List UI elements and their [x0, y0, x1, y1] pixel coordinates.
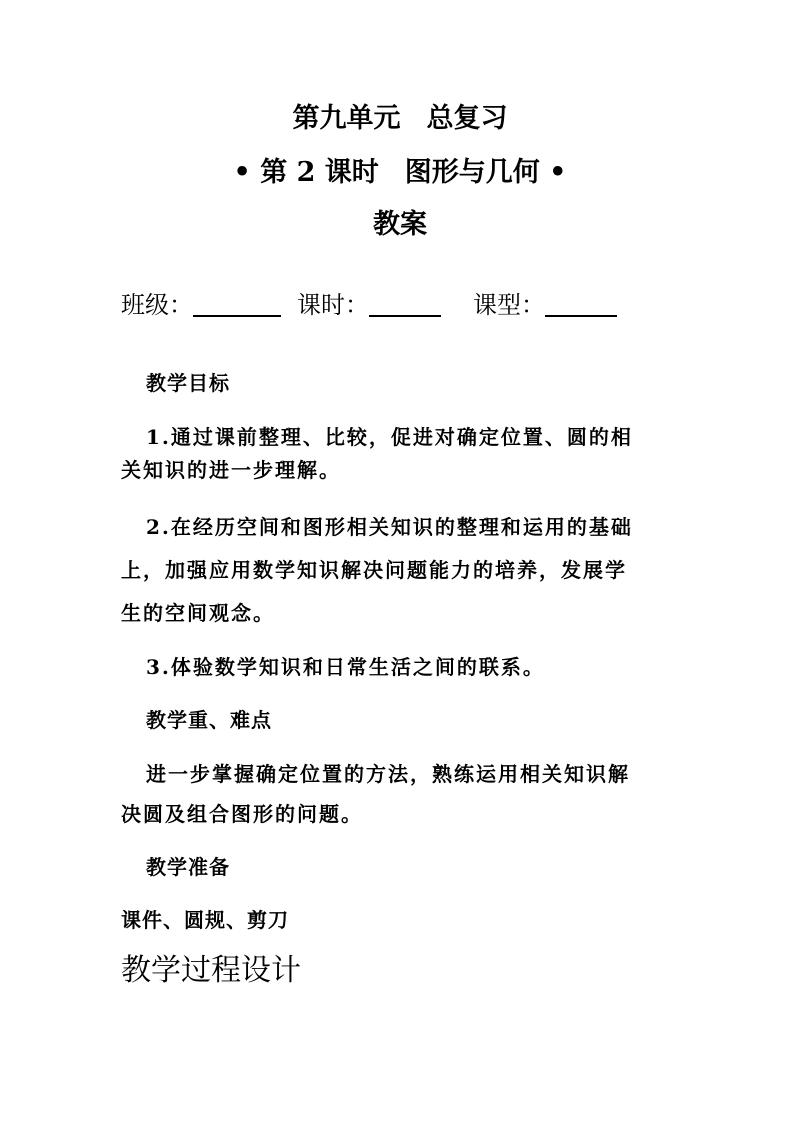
class-blank: [193, 295, 281, 317]
process-heading: 教学过程设计: [121, 953, 301, 988]
period-blank: [369, 295, 441, 317]
objective-2-line-2: 上，加强应用数学知识解决问题能力的培养，发展学: [121, 558, 627, 582]
type-label: 课型：: [473, 291, 545, 319]
objective-3-line-1: 3.体验数学知识和日常生活之间的联系。: [146, 655, 545, 679]
title-unit: [0, 105, 800, 132]
objective-1-line-2: 关知识的进一步理解。: [121, 458, 341, 482]
info-row: [121, 293, 633, 317]
objective-2-line-3: 生的空间观念。: [121, 601, 275, 625]
type-blank: [545, 295, 617, 317]
keypoints-line-2: 决圆及组合图形的问题。: [121, 802, 363, 826]
objective-2-line-1: 2.在经历空间和图形相关知识的整理和运用的基础: [146, 515, 633, 539]
keypoints-line-1: 进一步掌握确定位置的方法，熟练运用相关知识解: [146, 762, 630, 786]
title-unit-name: 第九单元: [292, 103, 401, 134]
objective-1-line-1: 1.通过课前整理、比较，促进对确定位置、圆的相: [146, 425, 633, 449]
keypoints-heading: 教学重、难点: [146, 708, 272, 732]
title-lesson-plan: 教案: [373, 209, 427, 240]
title-review: 总复习: [426, 103, 508, 134]
objectives-heading: 教学目标: [146, 371, 230, 395]
class-label: 班级：: [121, 291, 193, 319]
preparation-text: 课件、圆规、剪刀: [121, 908, 289, 932]
period-label: 课时：: [297, 291, 369, 319]
title-lesson-topic: 图形与几何 •: [404, 157, 567, 188]
title-lesson: [0, 159, 800, 186]
preparation-heading: 教学准备: [146, 855, 230, 879]
title-lesson-period: • 第 2 课时: [233, 157, 379, 188]
